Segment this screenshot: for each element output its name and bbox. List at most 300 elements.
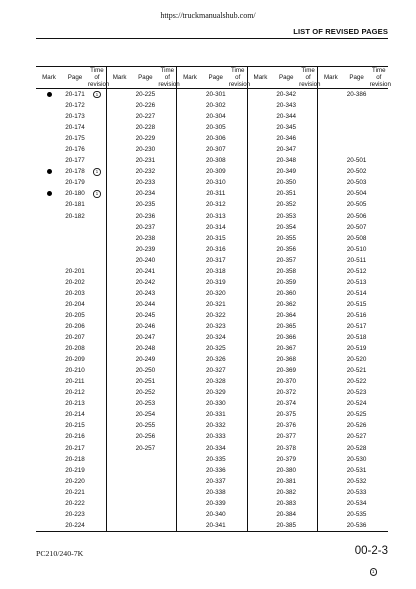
revision-cell bbox=[299, 376, 317, 387]
mark-cell bbox=[106, 520, 132, 532]
page-cell bbox=[132, 476, 158, 487]
mark-cell bbox=[247, 354, 273, 365]
page-cell: 20-377 bbox=[276, 433, 296, 441]
mark-cell bbox=[177, 454, 203, 465]
page-cell: 20-220 bbox=[65, 477, 85, 485]
revision-cell bbox=[229, 465, 247, 476]
revision-cell bbox=[88, 255, 106, 266]
mark-cell bbox=[106, 111, 132, 122]
revision-cell bbox=[158, 211, 176, 222]
revision-cell bbox=[229, 310, 247, 321]
revision-cell bbox=[88, 89, 106, 101]
revision-cell bbox=[229, 155, 247, 166]
mark-cell bbox=[247, 255, 273, 266]
mark-cell bbox=[318, 443, 344, 454]
revision-cell bbox=[299, 211, 317, 222]
page-cell: 20-512 bbox=[346, 267, 367, 275]
page-cell: 20-223 bbox=[65, 510, 85, 518]
revision-cell bbox=[229, 454, 247, 465]
page-cell: 20-514 bbox=[346, 289, 367, 297]
revision-cell bbox=[229, 222, 247, 233]
revision-cell bbox=[229, 166, 247, 177]
page-cell: 20-351 bbox=[276, 190, 296, 198]
page-cell: 20-207 bbox=[65, 334, 85, 342]
mark-cell bbox=[106, 277, 132, 288]
table-row bbox=[36, 476, 388, 487]
page-cell: 20-369 bbox=[276, 367, 296, 375]
mark-cell bbox=[247, 288, 273, 299]
table-row bbox=[36, 89, 388, 101]
page-cell: 20-239 bbox=[135, 245, 156, 253]
mark-cell bbox=[36, 89, 62, 101]
page-cell: 20-364 bbox=[276, 311, 296, 319]
table-row bbox=[36, 222, 388, 233]
revision-cell bbox=[299, 409, 317, 420]
table-row bbox=[36, 111, 388, 122]
table-row bbox=[36, 332, 388, 343]
table-row bbox=[36, 144, 388, 155]
table-row bbox=[36, 420, 388, 431]
revision-cell bbox=[158, 299, 176, 310]
page-cell: 20-386 bbox=[346, 91, 367, 99]
mark-cell bbox=[247, 420, 273, 431]
revision-circle: 1 bbox=[93, 168, 101, 176]
page-cell bbox=[132, 509, 158, 520]
page-cell: 20-372 bbox=[276, 389, 296, 397]
page-title: LIST OF REVISED PAGES bbox=[293, 27, 388, 36]
mark-cell bbox=[177, 498, 203, 509]
table-row bbox=[36, 299, 388, 310]
table-row bbox=[36, 343, 388, 354]
page-cell: 20-175 bbox=[65, 135, 85, 143]
revision-cell bbox=[229, 199, 247, 210]
mark-cell bbox=[318, 299, 344, 310]
page-cell: 20-334 bbox=[205, 444, 226, 452]
revision-cell bbox=[158, 498, 176, 509]
mark-cell bbox=[106, 365, 132, 376]
page-cell: 20-513 bbox=[346, 278, 367, 286]
revision-cell bbox=[370, 122, 388, 133]
page-cell: 20-313 bbox=[205, 212, 226, 220]
mark-cell bbox=[318, 166, 344, 177]
mark-cell bbox=[106, 509, 132, 520]
page-cell: 20-511 bbox=[346, 256, 367, 264]
mark-cell bbox=[177, 89, 203, 101]
mark-cell bbox=[36, 288, 62, 299]
mark-cell bbox=[36, 199, 62, 210]
mark-cell bbox=[247, 133, 273, 144]
revision-cell bbox=[88, 188, 106, 199]
page-cell: 20-522 bbox=[346, 378, 367, 386]
page-cell: 20-530 bbox=[346, 455, 367, 463]
page-cell: 20-362 bbox=[276, 300, 296, 308]
table-row bbox=[36, 454, 388, 465]
page-cell: 20-350 bbox=[276, 179, 296, 187]
revision-cell bbox=[88, 321, 106, 332]
page-cell bbox=[132, 465, 158, 476]
page-cell: 20-235 bbox=[135, 201, 156, 209]
mark-cell bbox=[106, 199, 132, 210]
table-row bbox=[36, 233, 388, 244]
mark-cell bbox=[318, 431, 344, 442]
mark-cell bbox=[106, 255, 132, 266]
mark-cell bbox=[36, 498, 62, 509]
mark-cell bbox=[36, 431, 62, 442]
mark-cell bbox=[36, 476, 62, 487]
mark-cell bbox=[177, 509, 203, 520]
mark-cell bbox=[318, 188, 344, 199]
revision-cell bbox=[299, 89, 317, 101]
revision-cell bbox=[299, 222, 317, 233]
revision-cell bbox=[370, 155, 388, 166]
table-row bbox=[36, 166, 388, 177]
revision-cell bbox=[299, 443, 317, 454]
mark-cell bbox=[177, 277, 203, 288]
revision-cell bbox=[370, 222, 388, 233]
page-cell: 20-306 bbox=[205, 135, 226, 143]
mark-cell bbox=[247, 431, 273, 442]
mark-cell bbox=[36, 211, 62, 222]
mark-cell bbox=[106, 266, 132, 277]
mark-cell bbox=[36, 100, 62, 111]
page-cell: 20-225 bbox=[135, 91, 156, 99]
mark-cell bbox=[177, 332, 203, 343]
revision-cell bbox=[370, 266, 388, 277]
revision-cell bbox=[158, 222, 176, 233]
page-cell: 20-233 bbox=[135, 179, 156, 187]
mark-cell bbox=[177, 387, 203, 398]
revision-cell bbox=[299, 465, 317, 476]
revision-cell bbox=[88, 199, 106, 210]
mark-cell bbox=[247, 144, 273, 155]
mark-cell bbox=[247, 376, 273, 387]
page-cell: 20-304 bbox=[205, 113, 226, 121]
mark-cell bbox=[106, 133, 132, 144]
revision-cell bbox=[229, 343, 247, 354]
page-cell bbox=[62, 222, 88, 233]
revision-cell bbox=[229, 354, 247, 365]
revision-cell bbox=[299, 288, 317, 299]
page-cell: 20-339 bbox=[205, 499, 226, 507]
mark-cell bbox=[318, 244, 344, 255]
revision-cell bbox=[370, 354, 388, 365]
revision-cell bbox=[299, 509, 317, 520]
page-cell: 20-314 bbox=[205, 223, 226, 231]
revision-cell bbox=[88, 343, 106, 354]
revision-cell bbox=[299, 365, 317, 376]
page-cell bbox=[344, 122, 370, 133]
revision-cell bbox=[229, 398, 247, 409]
revision-cell bbox=[158, 177, 176, 188]
page-cell: 20-204 bbox=[65, 300, 85, 308]
revision-cell bbox=[229, 188, 247, 199]
revision-cell bbox=[88, 354, 106, 365]
page-cell: 20-249 bbox=[135, 356, 156, 364]
revision-cell bbox=[229, 520, 247, 532]
mark-cell bbox=[318, 454, 344, 465]
revision-cell bbox=[229, 211, 247, 222]
page-cell: 20-526 bbox=[346, 422, 367, 430]
page-cell: 20-332 bbox=[205, 422, 226, 430]
revision-cell bbox=[229, 476, 247, 487]
time-header: Time of revision bbox=[158, 67, 180, 88]
mark-cell bbox=[36, 321, 62, 332]
table-row bbox=[36, 398, 388, 409]
revision-cell bbox=[370, 244, 388, 255]
table-row bbox=[36, 354, 388, 365]
page-cell: 20-231 bbox=[135, 157, 156, 165]
page-cell: 20-535 bbox=[346, 510, 367, 518]
revision-cell bbox=[229, 365, 247, 376]
mark-cell bbox=[36, 299, 62, 310]
mark-cell bbox=[106, 498, 132, 509]
revision-cell bbox=[88, 233, 106, 244]
revision-cell bbox=[88, 122, 106, 133]
mark-cell bbox=[247, 476, 273, 487]
page-cell: 20-317 bbox=[205, 256, 226, 264]
page-cell: 20-328 bbox=[205, 378, 226, 386]
revision-cell bbox=[370, 277, 388, 288]
page-cell: 20-181 bbox=[65, 201, 85, 209]
mark-header: Mark bbox=[247, 67, 273, 89]
revision-cell bbox=[88, 465, 106, 476]
mark-cell bbox=[247, 310, 273, 321]
mark-cell bbox=[318, 465, 344, 476]
mark-cell bbox=[177, 100, 203, 111]
revision-cell bbox=[158, 155, 176, 166]
mark-cell bbox=[36, 111, 62, 122]
page-cell: 20-256 bbox=[135, 433, 156, 441]
mark-cell bbox=[318, 354, 344, 365]
revision-cell bbox=[370, 111, 388, 122]
mark-cell bbox=[106, 343, 132, 354]
revision-cell bbox=[370, 387, 388, 398]
table-row bbox=[36, 100, 388, 111]
table-row bbox=[36, 520, 388, 532]
page-cell: 20-221 bbox=[65, 488, 85, 496]
page-cell: 20-255 bbox=[135, 422, 156, 430]
page-cell: 20-515 bbox=[346, 300, 367, 308]
revised-pages-table bbox=[36, 66, 391, 532]
mark-header: Mark bbox=[177, 67, 203, 89]
revision-circle: 1 bbox=[93, 190, 101, 198]
mark-cell bbox=[106, 211, 132, 222]
revision-cell bbox=[370, 100, 388, 111]
page-cell: 20-215 bbox=[65, 422, 85, 430]
revision-cell bbox=[299, 321, 317, 332]
page-cell: 20-245 bbox=[135, 311, 156, 319]
mark-cell bbox=[177, 199, 203, 210]
mark-cell bbox=[318, 332, 344, 343]
page-cell: 20-358 bbox=[276, 267, 296, 275]
table-row bbox=[36, 122, 388, 133]
revision-cell bbox=[88, 222, 106, 233]
page-cell: 20-344 bbox=[276, 113, 296, 121]
revision-cell bbox=[370, 199, 388, 210]
mark-cell bbox=[247, 199, 273, 210]
revision-cell bbox=[229, 111, 247, 122]
revision-cell bbox=[299, 266, 317, 277]
mark-cell bbox=[318, 177, 344, 188]
page-cell: 20-251 bbox=[135, 378, 156, 386]
page-cell: 20-370 bbox=[276, 378, 296, 386]
time-header: Time of revision bbox=[369, 67, 391, 88]
table-row bbox=[36, 277, 388, 288]
mark-cell bbox=[318, 420, 344, 431]
revision-cell bbox=[229, 420, 247, 431]
revision-cell bbox=[88, 266, 106, 277]
mark-header: Mark bbox=[318, 67, 344, 89]
revision-cell bbox=[229, 509, 247, 520]
revision-cell bbox=[88, 476, 106, 487]
mark-header: Mark bbox=[106, 67, 132, 89]
page-cell bbox=[344, 100, 370, 111]
mark-cell bbox=[106, 420, 132, 431]
mark-cell bbox=[318, 487, 344, 498]
page-cell: 20-366 bbox=[276, 334, 296, 342]
page-cell: 20-206 bbox=[65, 323, 85, 330]
revision-cell bbox=[88, 244, 106, 255]
revision-cell bbox=[158, 398, 176, 409]
page-cell: 20-337 bbox=[205, 477, 226, 485]
revision-cell bbox=[370, 465, 388, 476]
page-cell: 20-208 bbox=[65, 345, 85, 353]
revised-mark-dot-icon bbox=[47, 92, 52, 97]
revision-cell bbox=[229, 177, 247, 188]
page-cell: 20-250 bbox=[135, 367, 156, 375]
page-cell bbox=[344, 133, 370, 144]
revision-cell bbox=[370, 498, 388, 509]
mark-cell bbox=[106, 299, 132, 310]
mark-cell bbox=[177, 310, 203, 321]
mark-cell bbox=[247, 89, 273, 101]
revision-cell bbox=[229, 266, 247, 277]
revision-cell bbox=[370, 233, 388, 244]
revision-cell bbox=[158, 144, 176, 155]
mark-cell bbox=[36, 487, 62, 498]
mark-cell bbox=[177, 420, 203, 431]
mark-cell bbox=[36, 376, 62, 387]
page-cell: 20-320 bbox=[205, 289, 226, 297]
table-row bbox=[36, 255, 388, 266]
mark-cell bbox=[247, 122, 273, 133]
mark-cell bbox=[36, 520, 62, 532]
page-cell: 20-253 bbox=[135, 400, 156, 408]
page-cell: 20-367 bbox=[276, 345, 296, 353]
mark-cell bbox=[318, 233, 344, 244]
mark-cell bbox=[247, 409, 273, 420]
mark-cell bbox=[318, 89, 344, 101]
mark-cell bbox=[247, 498, 273, 509]
mark-cell bbox=[106, 288, 132, 299]
revision-cell bbox=[158, 199, 176, 210]
page-cell: 20-202 bbox=[65, 278, 85, 286]
page-cell: 20-381 bbox=[276, 477, 296, 485]
page-cell: 20-383 bbox=[276, 499, 296, 507]
mark-cell bbox=[106, 188, 132, 199]
page-cell bbox=[132, 487, 158, 498]
mark-cell bbox=[106, 100, 132, 111]
revision-cell bbox=[299, 255, 317, 266]
page-cell: 20-382 bbox=[276, 488, 296, 496]
mark-cell bbox=[318, 122, 344, 133]
revision-cell bbox=[370, 398, 388, 409]
page-cell: 20-182 bbox=[65, 212, 85, 220]
page-cell: 20-210 bbox=[65, 367, 85, 375]
page-header: Page bbox=[67, 74, 83, 81]
mark-cell bbox=[36, 443, 62, 454]
mark-cell bbox=[36, 398, 62, 409]
page-cell: 20-518 bbox=[346, 334, 367, 342]
mark-cell bbox=[318, 321, 344, 332]
page-cell: 20-501 bbox=[346, 157, 367, 165]
revision-cell bbox=[299, 144, 317, 155]
source-url: https://truckmanualshub.com/ bbox=[160, 11, 256, 20]
mark-cell bbox=[106, 354, 132, 365]
revision-cell bbox=[370, 376, 388, 387]
revision-cell bbox=[158, 409, 176, 420]
page-cell: 20-323 bbox=[205, 323, 226, 330]
revision-cell bbox=[158, 255, 176, 266]
revision-cell bbox=[299, 420, 317, 431]
revision-cell bbox=[229, 100, 247, 111]
mark-cell bbox=[247, 321, 273, 332]
mark-cell bbox=[247, 277, 273, 288]
time-header: Time of revision bbox=[228, 67, 251, 88]
page-cell: 20-365 bbox=[276, 323, 296, 330]
revision-cell bbox=[229, 409, 247, 420]
page-cell bbox=[132, 498, 158, 509]
page-cell: 20-305 bbox=[205, 124, 226, 132]
revision-cell bbox=[88, 376, 106, 387]
revision-cell bbox=[158, 233, 176, 244]
revision-cell bbox=[229, 387, 247, 398]
mark-cell bbox=[247, 166, 273, 177]
page-header: Page bbox=[138, 74, 153, 81]
page-cell bbox=[62, 255, 88, 266]
mark-cell bbox=[177, 244, 203, 255]
table-row bbox=[36, 288, 388, 299]
revision-cell bbox=[158, 443, 176, 454]
page-cell: 20-519 bbox=[346, 345, 367, 353]
page-cell bbox=[344, 144, 370, 155]
page-cell: 20-341 bbox=[205, 521, 226, 529]
revision-cell bbox=[158, 431, 176, 442]
revision-cell bbox=[370, 520, 388, 532]
revision-cell bbox=[158, 111, 176, 122]
revision-cell bbox=[229, 299, 247, 310]
revision-circle: 1 bbox=[93, 91, 101, 99]
table-row bbox=[36, 509, 388, 520]
revision-cell bbox=[158, 310, 176, 321]
mark-cell bbox=[36, 409, 62, 420]
page-cell: 20-343 bbox=[276, 102, 296, 110]
mark-cell bbox=[106, 310, 132, 321]
revision-cell bbox=[370, 89, 388, 101]
page-cell: 20-507 bbox=[346, 223, 367, 231]
revision-cell bbox=[229, 498, 247, 509]
revision-cell bbox=[299, 431, 317, 442]
mark-cell bbox=[177, 321, 203, 332]
page-cell: 20-213 bbox=[65, 400, 85, 408]
page-cell: 20-219 bbox=[65, 466, 85, 474]
revision-cell bbox=[299, 476, 317, 487]
page-cell: 20-171 bbox=[65, 91, 85, 99]
table-row bbox=[36, 487, 388, 498]
revision-cell bbox=[88, 509, 106, 520]
mark-cell bbox=[36, 387, 62, 398]
mark-cell bbox=[247, 487, 273, 498]
